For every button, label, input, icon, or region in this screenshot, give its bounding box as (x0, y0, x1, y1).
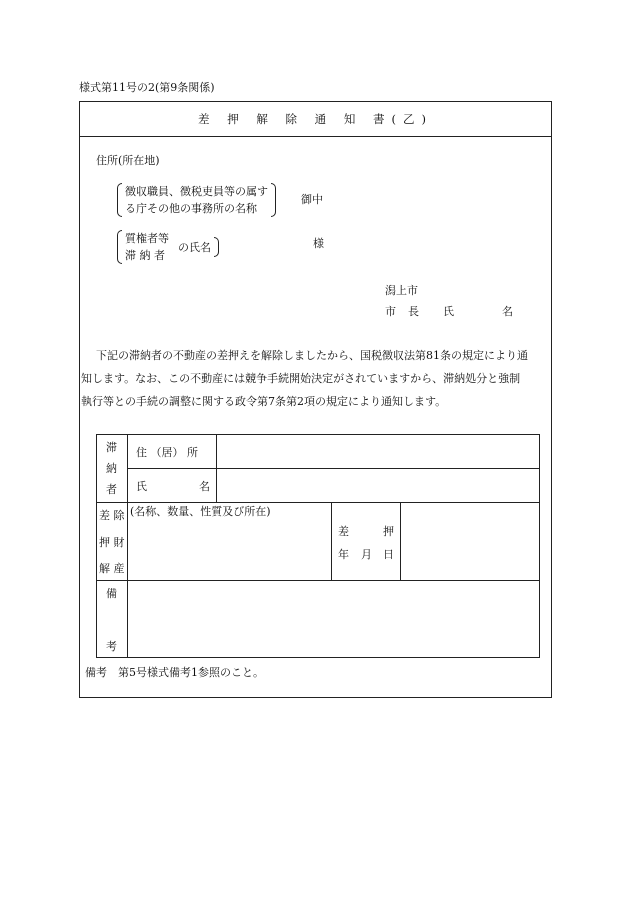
issuer-mayor-b: 長 (408, 305, 419, 318)
office-honorific: 御中 (301, 193, 323, 206)
body-line-2: 知します。なお、この不動産には競争手続開始決定がされていますから、滞納処分と強制 (81, 372, 521, 385)
address-value[interactable] (227, 447, 527, 461)
person-honorific: 様 (313, 237, 324, 250)
property-label-line-1: 差 除 (99, 509, 125, 522)
col-divider (127, 435, 128, 657)
bracket-right (214, 237, 219, 257)
issuer-mayor-d: 名 (502, 305, 513, 318)
col-divider (216, 435, 217, 502)
notice-body (81, 344, 551, 413)
form-number-label: 様式第11号の2(第9条関係) (79, 81, 215, 94)
col-divider (400, 502, 401, 580)
issuer-mayor-a: 市 (385, 305, 396, 318)
seizure-date-label-b1: 年 (338, 548, 349, 561)
row-divider (127, 468, 539, 469)
office-name-text: 徴収職員、徴税吏員等の属す る庁その他の事務所の名称 (125, 185, 268, 215)
seizure-date-label-a1: 差 (338, 525, 349, 538)
taxpayer-char-2: 納 (106, 462, 117, 475)
details-table (96, 434, 540, 658)
issuer-city: 潟上市 (385, 284, 418, 297)
property-description-label: (名称、数量、性質及び所在) (130, 505, 271, 518)
person-role-text: 質権者等 滞 納 者 (125, 232, 169, 262)
bracket-right (271, 183, 276, 217)
taxpayer-char-3: 者 (106, 483, 117, 496)
document-title: 差 押 解 除 通 知 書(乙) (198, 112, 433, 126)
remarks-char-2: 考 (106, 640, 117, 653)
seizure-date-label-a2: 押 (383, 525, 394, 538)
property-label-line-2: 押 財 (99, 536, 125, 549)
address-label: 住所(所在地) (96, 154, 160, 167)
address-row-label: 住 （居） 所 (136, 446, 198, 459)
seizure-date-label-b2: 月 (361, 548, 372, 561)
person-name-label: の氏名 (178, 240, 211, 254)
body-line-3: 執行等との手続の調整に関する政令第7条第2項の規定により通知します。 (81, 395, 447, 408)
office-name-bracket (117, 183, 276, 217)
row-divider (97, 580, 539, 581)
property-label-line-3: 解 産 (99, 562, 125, 575)
name-row-label-b: 名 (199, 480, 210, 493)
seizure-date-label-b3: 日 (383, 548, 394, 561)
person-name-bracket (117, 230, 219, 264)
row-divider (97, 502, 539, 503)
taxpayer-char-1: 滞 (106, 441, 117, 454)
remarks-char-1: 備 (106, 587, 117, 600)
name-row-label-a: 氏 (136, 480, 147, 493)
title-bar (80, 102, 551, 137)
body-line-1: 下記の滞納者の不動産の差押えを解除しましたから、国税徴収法第81条の規定により通 (85, 349, 528, 362)
footer-note: 備考 第5号様式備考1参照のこと。 (85, 666, 264, 679)
issuer-mayor-c: 氏 (443, 305, 454, 318)
col-divider (331, 502, 332, 580)
